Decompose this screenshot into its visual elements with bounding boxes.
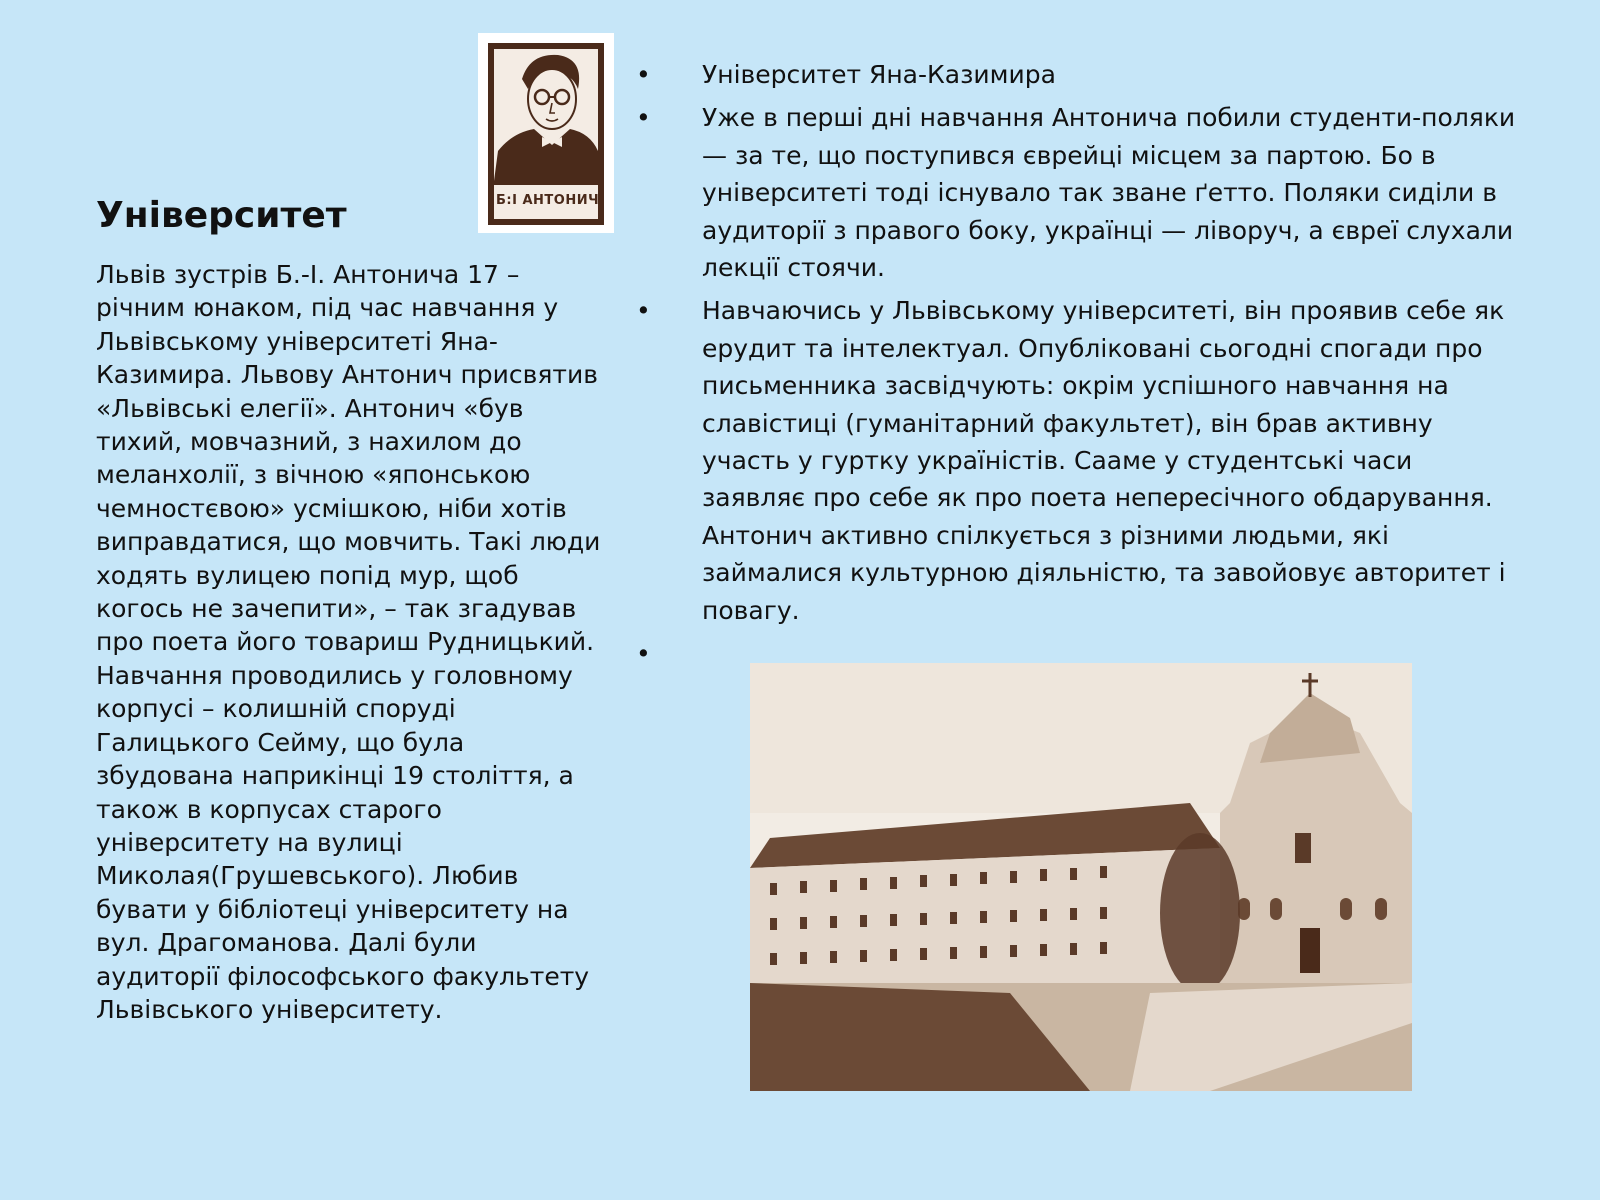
bullet-text: Уже в перші дні навчання Антонича побили студенти-поляки — за те, що поступився єврейці місцем за партою. Бо в університеті тоді існувало так зване ґетто. Поляки сиділи в аудиторії з правого боку, українці — ліворуч, а євреї слухали лекції стоячи. [702,103,1516,283]
university-building-photo [750,663,1412,1091]
slide-title: Університет [96,195,347,236]
left-body-text: Львів зустрів Б.-І. Антонича 17 – річним юнаком, під час навчання у Львівському університеті Яна-Казимира. Львову Антонич присвятив «Львівські елегії». Антонич «був тихий, мовчазний, з нахилом до меланхолії, з вічною «японською чемностєвою» усмішкою, ніби хотів виправдатися, що мовчить. Такі люди ходять вулицею попід мур, щоб когось не зачепити», – так згадував про поета його товариш Рудницький. Навчання проводились у головному корпусі – колишній споруді Галицького Сейму, що була збудована наприкінці 19 століття, а також в корпусах старого університету на вулиці Миколая(Грушевського). Любив бувати у бібліотеці університету на вул. Драгоманова. Далі були аудиторії філософського факультету Львівського університету. [96,260,601,1024]
bullet-item [636,99,1516,286]
bullet-list [636,56,1516,669]
bullet-item [636,56,1516,93]
bullet-dot-icon: • [636,296,651,326]
bullet-text: Навчаючись у Львівському університеті, він проявив себе як ерудит та інтелектуал. Опубліковані сьогодні спогади про письменника засвідчують: окрім успішного навчання на славістиці (гуманітарний факультет), він брав активну участь у гуртку україністів. Сааме у студентські часи заявляє про себе як про поета непересічного обдарування. Антонич активно спілкується з різними людьми, які займалися культурною діяльністю, та завойовує авторитет і повагу. [702,296,1506,625]
bullet-dot-icon: • [636,60,651,89]
portrait-caption: Б:І АНТОНИЧ [496,193,600,208]
bullet-dot-icon: • [636,639,651,669]
bullet-dot-icon: • [636,103,651,133]
bullet-text: Університет Яна-Казимира [702,60,1056,89]
bullet-item [636,292,1516,629]
antonych-portrait-woodcut [478,33,614,233]
